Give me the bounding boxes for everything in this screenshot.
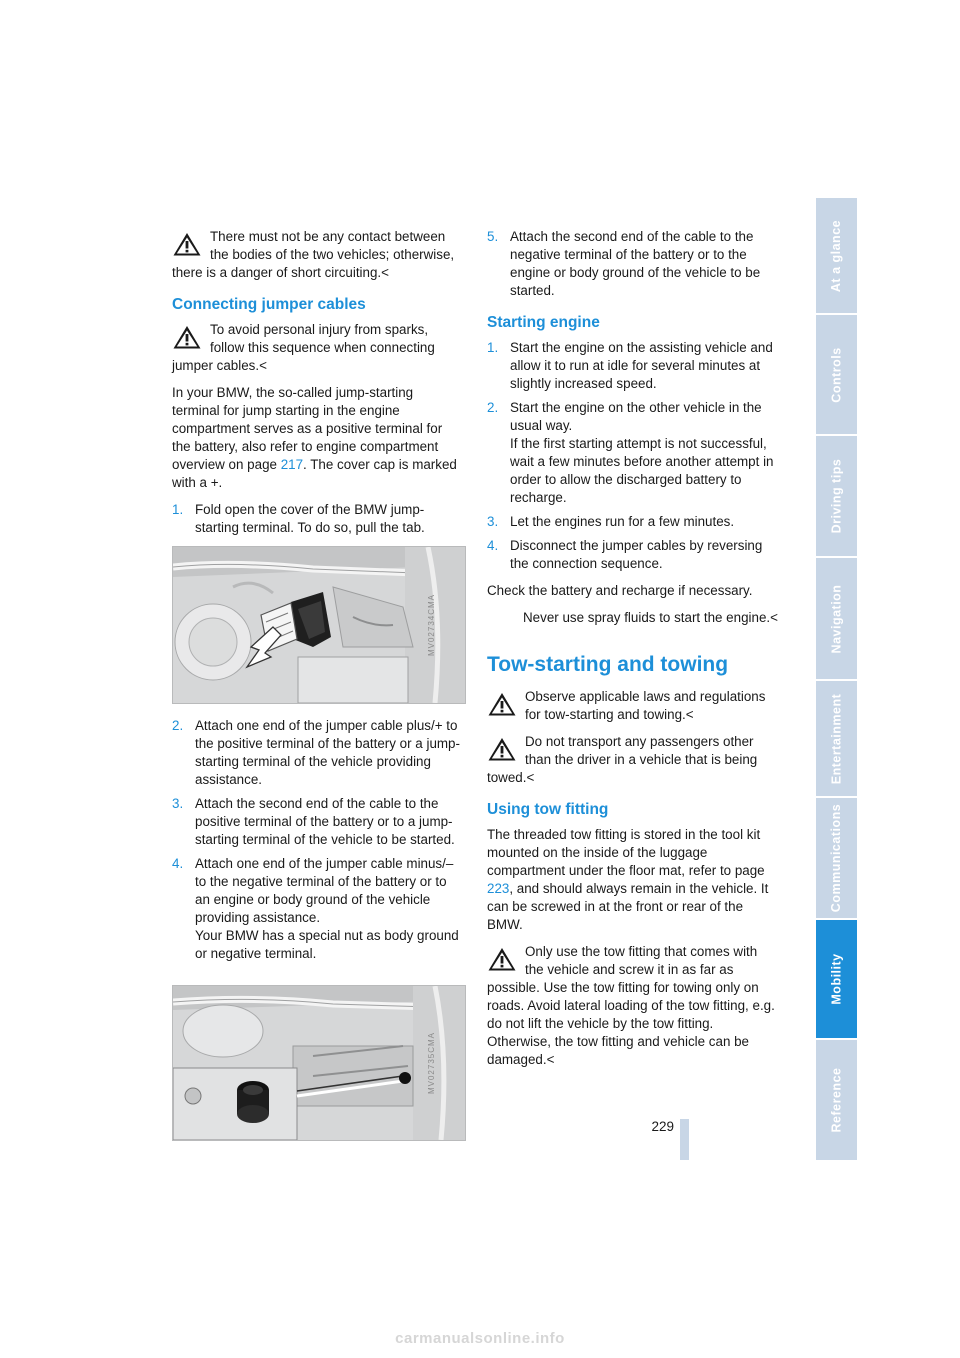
section-heading: Using tow fitting (487, 801, 609, 818)
warning-block (172, 321, 464, 375)
tab-entertainment[interactable] (816, 681, 857, 796)
warning-icon (172, 231, 202, 257)
end-mark: < (381, 265, 389, 280)
end-mark: < (546, 1052, 555, 1067)
paragraph-text: The threaded tow fitting is stored in the tool kit mounted on the inside of the luggage compartment under the floor mat, refer to page (487, 827, 765, 878)
tab-label: Navigation (829, 584, 844, 653)
warning-block (172, 228, 464, 282)
step-text: Let the engines run for a few minutes. (510, 514, 735, 529)
step-text: Start the engine on the assisting vehicle and allow it to run at idle for several minutes at slightly increased speed. (510, 340, 773, 391)
step-text: Your BMW has a special nut as body ground or negative terminal. (195, 928, 459, 961)
step-list (487, 228, 779, 300)
list-item (172, 501, 464, 537)
step-number: 2. (172, 718, 184, 733)
warning-text: There must not be any contact between the bodies of the two vehicles; otherwise, there is a danger of short circuiting. (172, 229, 455, 280)
right-column (487, 228, 779, 1078)
step-text: If the first starting attempt is not successful, wait a few minutes before another attempt in order to allow the discharged battery to recharge. (510, 436, 774, 505)
list-item (487, 399, 779, 507)
tab-reference[interactable] (816, 1040, 857, 1160)
warning-icon (172, 324, 202, 350)
engine-compartment-image (172, 546, 466, 704)
body-ground-nut-illustration (173, 986, 465, 1140)
step-text: Disconnect the jumper cables by reversing the connection sequence. (510, 538, 763, 571)
end-mark: < (259, 358, 267, 373)
step-text: Attach one end of the jumper cable plus/+ to the positive terminal of the battery or a jump-starting terminal of the vehicle providing assistance. (195, 718, 460, 787)
jump-start-terminal-illustration (173, 547, 465, 703)
step-list (172, 717, 464, 963)
paragraph (487, 826, 779, 934)
list-item (487, 339, 779, 393)
paragraph-text: . The cover cap is marked with a +. (172, 457, 457, 490)
watermark: carmanualsonline.info (395, 1330, 565, 1347)
step-number: 3. (172, 796, 184, 811)
step-text: Attach the second end of the cable to the negative terminal of the battery or to the engine or body ground of the vehicle to be started. (510, 229, 761, 298)
end-mark: < (526, 770, 535, 785)
step-text: Attach the second end of the cable to the positive terminal of the battery or to a jump-starting terminal of the vehicle to be started. (195, 796, 455, 847)
figure-code: MV02735CMA (426, 1031, 436, 1095)
warning-block (487, 688, 779, 724)
step-list (487, 339, 779, 573)
warning-text: Only use the tow fitting that comes with the vehicle and screw it in as far as possible. Use the tow fitting for towing only on roads. Avoid lateral loading of the tow fitting, e.g. do not lift the vehicle by the tow fitting. Otherwise, the tow fitting and vehicle can be damaged. (487, 944, 775, 1067)
paragraph (172, 384, 464, 492)
warning-icon (487, 691, 517, 717)
warning-text: To avoid personal injury from sparks, follow this sequence when connecting jumper cables. (172, 322, 435, 373)
list-item (487, 513, 779, 531)
section-heading: Connecting jumper cables (172, 296, 366, 313)
chapter-tabs (816, 198, 857, 1160)
body-ground-image (172, 985, 466, 1141)
tab-label: Communications (829, 803, 844, 913)
list-item (487, 537, 779, 573)
chapter-heading: Tow-starting and towing (487, 653, 729, 676)
page-marker-bar (680, 1119, 689, 1160)
page-link[interactable]: 223 (487, 881, 510, 896)
end-mark: < (770, 610, 778, 625)
tab-mobility[interactable] (816, 920, 857, 1038)
warning-icon (487, 946, 517, 972)
tab-controls[interactable] (816, 315, 857, 434)
step-text: Fold open the cover of the BMW jump-starting terminal. To do so, pull the tab. (195, 502, 425, 535)
step-number: 4. (172, 856, 184, 871)
figure-code: MV02734CMA (426, 593, 436, 657)
tab-label: Reference (829, 1067, 844, 1133)
tab-label: Mobility (829, 953, 844, 1005)
warning-block (487, 733, 779, 787)
paragraph: Check the battery and recharge if necessary. (487, 583, 753, 598)
end-mark: < (685, 707, 694, 722)
note-block (487, 609, 779, 627)
section-heading: Starting engine (487, 314, 600, 331)
step-text: Start the engine on the other vehicle in the usual way. (510, 400, 762, 433)
tab-navigation[interactable] (816, 558, 857, 679)
warning-block (487, 943, 779, 1069)
step-number: 1. (172, 502, 184, 517)
left-column (172, 228, 464, 1154)
step-number: 1. (487, 340, 499, 355)
warning-icon (487, 736, 517, 762)
step-number: 3. (487, 514, 499, 529)
step-number: 2. (487, 400, 499, 415)
list-item (172, 855, 464, 963)
paragraph-text: In your BMW, the so-called jump-starting terminal for jump starting in the engine compartment serves as a positive terminal for the battery, also refer to engine compartment overview on page (172, 385, 443, 472)
tab-at-a-glance[interactable] (816, 198, 857, 313)
page-number: 229 (651, 1119, 674, 1134)
page-link[interactable]: 217 (280, 457, 304, 472)
list-item (487, 228, 779, 300)
list-item (172, 795, 464, 849)
tab-driving-tips[interactable] (816, 436, 857, 556)
step-list (172, 501, 464, 537)
paragraph-text: , and should always remain in the vehicle. It can be screwed in at the front or rear of the BMW. (487, 881, 769, 932)
tab-label: Controls (829, 346, 844, 403)
warning-text: Do not transport any passengers other than the driver in a vehicle that is being towed. (487, 734, 758, 785)
tab-communications[interactable] (816, 798, 857, 918)
step-number: 5. (487, 229, 499, 244)
tab-label: Driving tips (829, 458, 844, 534)
tab-label: Entertainment (829, 693, 844, 784)
warning-text: Observe applicable laws and regulations for tow-starting and towing. (525, 689, 766, 722)
step-text: Attach one end of the jumper cable minus/– to the negative terminal of the battery or to an engine or body ground of the vehicle providing assistance. (195, 856, 454, 925)
step-number: 4. (487, 538, 499, 553)
list-item (172, 717, 464, 789)
note-text: Never use spray fluids to start the engine. (523, 610, 771, 625)
tab-label: At a glance (829, 219, 844, 292)
